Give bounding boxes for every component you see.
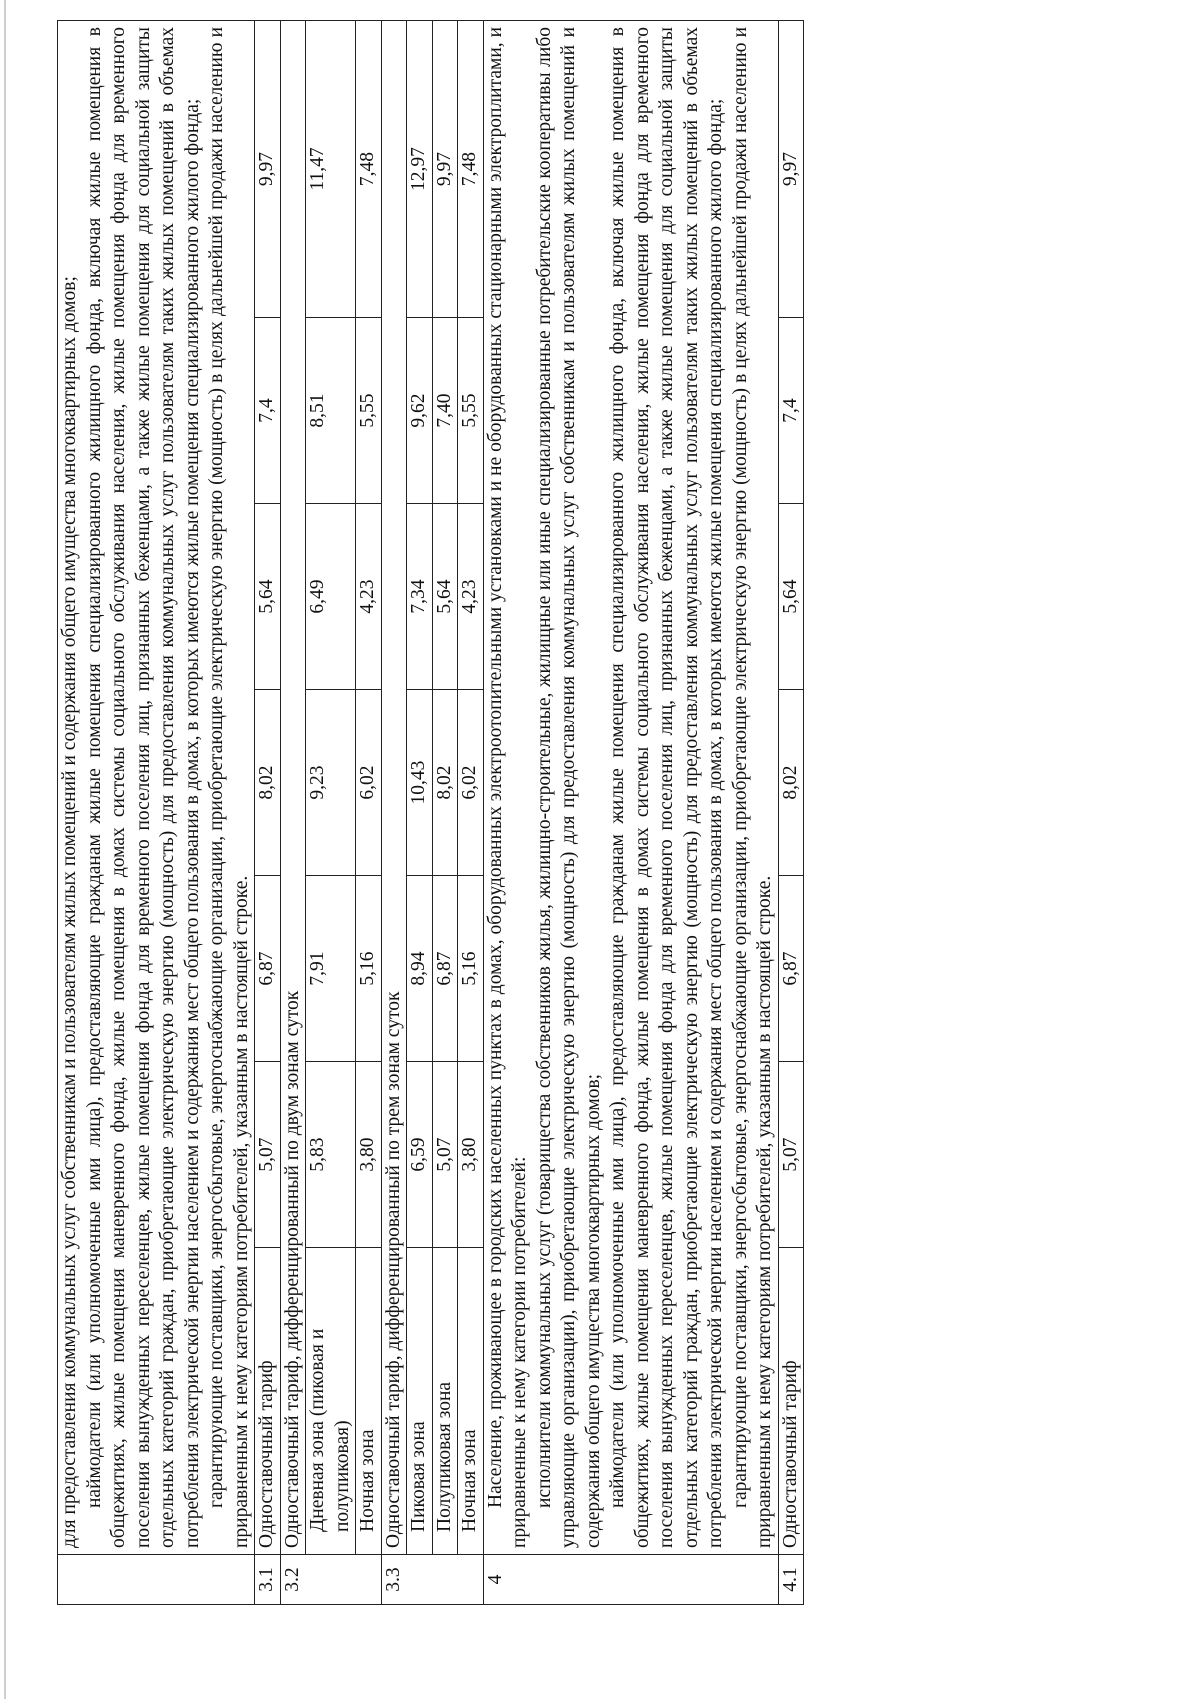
value-cell: 6,59 <box>407 1062 433 1248</box>
row-label: Одноставочный тариф, дифференцированный по трем зонам суток <box>381 20 407 1554</box>
section4-paragraph-3: наймодатели (или уполномоченные ими лица), предоставляющие гражданам жилые помещения специализированного жилищного фонда, включая жилые помещения в общежитиях, жилые помещения маневренного фонда, жилые помещения в домах системы социального обслуживания населения, жилые помещения фонда для временного поселения вынужденных переселенцев, жилые помещения фонда для временного поселения лиц, признанных беженцами, а также жилые помещения для социальной защиты отдельных категорий граждан, приобретающие электрическую энергию (мощность) для предоставления коммунальных услуг пользователям таких жилых помещений в объемах потребления электрической энергии населением и содержания мест общего пользования в домах, в которых имеются жилые помещения специализированного жилого фонда; <box>607 26 726 1548</box>
section3-text-row <box>58 20 255 1604</box>
row-number-cell <box>58 1555 255 1605</box>
row-label: Пиковая зона <box>407 1248 433 1555</box>
section4-paragraph-4: гарантирующие поставщики, энергосбытовые, энергоснабжающие организации, приобретающие электрическую энергию (мощность) в целях дальнейшей продажи населению и приравненным к нему категориям потребителей, указанным в настоящей строке. <box>729 26 775 1548</box>
value-cell: 9,23 <box>306 690 356 876</box>
row-label: Полупиковая зона <box>432 1248 458 1555</box>
value-cell: 8,51 <box>306 318 356 504</box>
value-cell: 6,87 <box>255 876 281 1062</box>
row-number: 3.3 <box>381 1555 483 1605</box>
value-cell: 9,97 <box>255 20 281 317</box>
table-row <box>458 20 484 1604</box>
value-cell: 6,02 <box>356 690 382 876</box>
value-cell: 4,23 <box>356 504 382 690</box>
value-cell: 9,62 <box>407 318 433 504</box>
value-cell: 8,94 <box>407 876 433 1062</box>
value-cell: 5,55 <box>356 318 382 504</box>
value-cell: 5,07 <box>432 1062 458 1248</box>
table-row <box>280 20 306 1604</box>
table-row <box>381 20 407 1604</box>
table-row <box>306 20 356 1604</box>
row-label: Ночная зона <box>356 1248 382 1555</box>
value-cell: 6,02 <box>458 690 484 876</box>
value-cell: 10,43 <box>407 690 433 876</box>
value-cell: 3,80 <box>458 1062 484 1248</box>
section3-paragraph-3: гарантирующие поставщики, энергосбытовые, энергоснабжающие организации, приобретающие электрическую энергию (мощность) в целях дальнейшей продажи населению и приравненным к нему категориям потребителей, указанным в настоящей строке. <box>206 26 252 1548</box>
value-cell: 7,91 <box>306 876 356 1062</box>
value-cell: 7,40 <box>432 318 458 504</box>
row-label: Ночная зона <box>458 1248 484 1555</box>
table-row <box>356 20 382 1604</box>
section4-paragraph-2: исполнители коммунальных услуг (товарищества собственников жилья, жилищно-строительные, жилищные или иные специализированные потребительские кооперативы либо управляющие организации), приобретающие электрическую энергию (мощность) для предоставления коммунальных услуг собственникам и пользователям жилых помещений и содержания общего имущества многоквартирных домов; <box>533 26 604 1548</box>
table-row <box>432 20 458 1604</box>
section3-text-cell <box>58 20 255 1554</box>
row-number: 3.1 <box>255 1555 281 1605</box>
row-number: 4 <box>483 1555 778 1605</box>
row-number: 4.1 <box>778 1555 804 1605</box>
value-cell: 5,16 <box>356 876 382 1062</box>
value-cell: 6,87 <box>778 876 804 1062</box>
tariff-table <box>57 20 804 1605</box>
row-label: Дневная зона (пиковая и полупиковая) <box>306 1248 356 1555</box>
value-cell: 9,97 <box>432 20 458 317</box>
value-cell: 9,97 <box>778 20 804 317</box>
table-row <box>255 20 281 1604</box>
value-cell: 5,64 <box>432 504 458 690</box>
value-cell: 5,07 <box>255 1062 281 1248</box>
value-cell: 8,02 <box>432 690 458 876</box>
value-cell: 7,48 <box>458 20 484 317</box>
value-cell: 5,83 <box>306 1062 356 1248</box>
value-cell: 7,4 <box>778 318 804 504</box>
value-cell: 5,64 <box>778 504 804 690</box>
section4-paragraph-1: Население, проживающее в городских населенных пунктах в домах, оборудованных электроотопительными установками и не оборудованных стационарными электроплитами, и приравненные к нему категории потребителей: <box>484 26 530 1548</box>
section4-text-cell <box>483 20 778 1554</box>
row-label: Одноставочный тариф, дифференцированный по двум зонам суток <box>280 20 306 1554</box>
section4-text-row <box>483 20 778 1604</box>
value-cell: 11,47 <box>306 20 356 317</box>
value-cell: 6,49 <box>306 504 356 690</box>
value-cell: 5,07 <box>778 1062 804 1248</box>
table-row <box>407 20 433 1604</box>
value-cell: 7,4 <box>255 318 281 504</box>
value-cell: 8,02 <box>255 690 281 876</box>
row-label: Одноставочный тариф <box>255 1248 281 1555</box>
value-cell: 3,80 <box>356 1062 382 1248</box>
section3-paragraph-1: для предоставления коммунальных услуг собственникам и пользователям жилых помещений и содержания общего имущества многоквартирных домов; <box>59 276 80 1548</box>
value-cell: 7,48 <box>356 20 382 317</box>
row-number: 3.2 <box>280 1555 381 1605</box>
value-cell: 12,97 <box>407 20 433 317</box>
value-cell: 5,64 <box>255 504 281 690</box>
value-cell: 5,55 <box>458 318 484 504</box>
value-cell: 4,23 <box>458 504 484 690</box>
value-cell: 5,16 <box>458 876 484 1062</box>
value-cell: 8,02 <box>778 690 804 876</box>
value-cell: 6,87 <box>432 876 458 1062</box>
table-row <box>778 20 804 1604</box>
row-label: Одноставочный тариф <box>778 1248 804 1555</box>
section3-paragraph-2: наймодатели (или уполномоченные ими лица), предоставляющие гражданам жилые помещения специализированного жилищного фонда, включая жилые помещения в общежитиях, жилые помещения маневренного фонда, жилые помещения в домах системы социального обслуживания населения, жилые помещения фонда для временного поселения вынужденных переселенцев, жилые помещения фонда для временного поселения лиц, признанных беженцами, а также жилые помещения для социальной защиты отдельных категорий граждан, приобретающие электрическую энергию (мощность) для предоставления коммунальных услуг пользователям таких жилых помещений в объемах потребления электрической энергии населением и содержания мест общего пользования в домах, в которых имеются жилые помещения специализированного жилого фонда; <box>83 26 203 1548</box>
value-cell: 7,34 <box>407 504 433 690</box>
